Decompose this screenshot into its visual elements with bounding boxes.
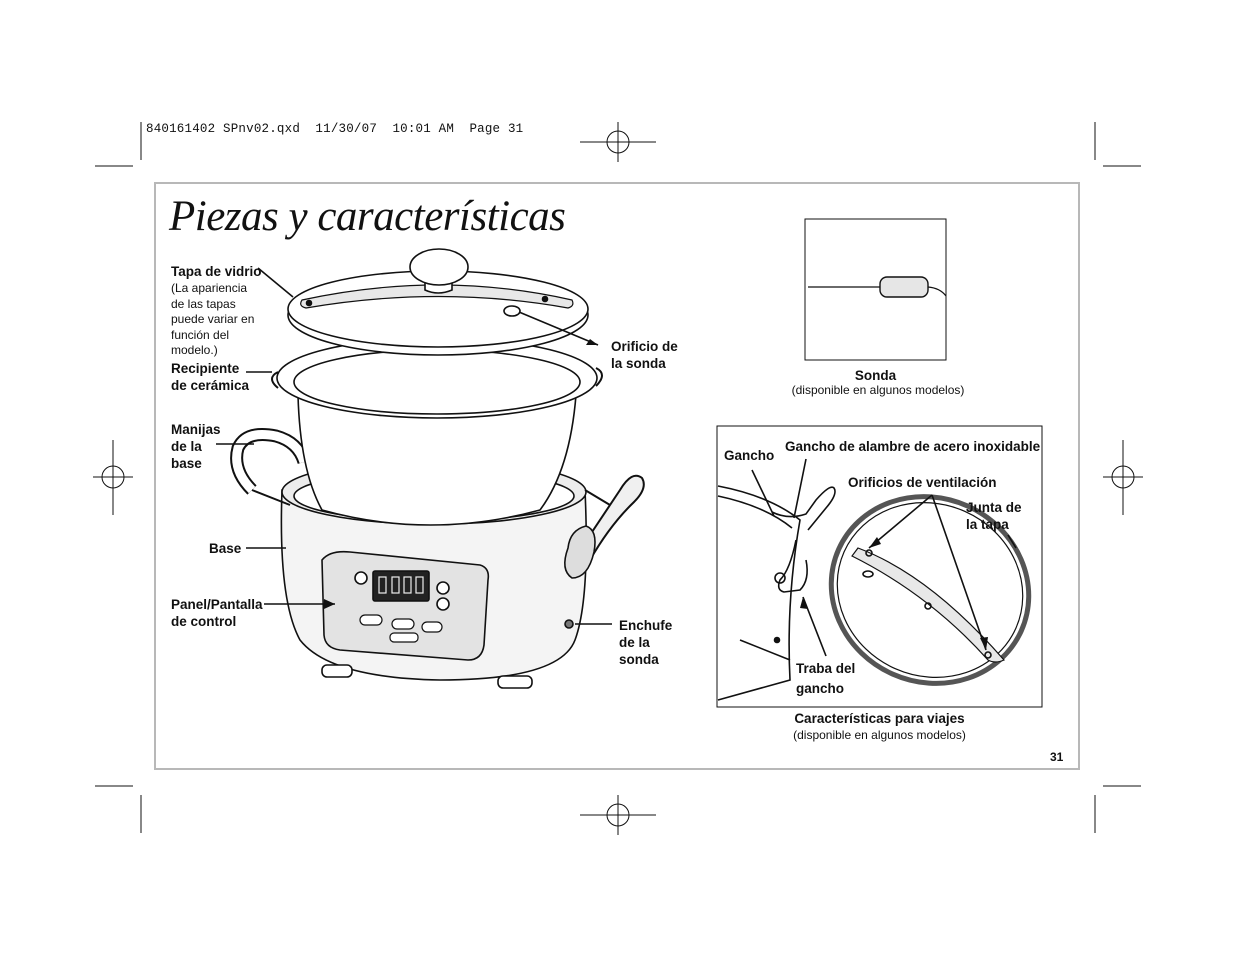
label-gasket: Junta de la tapa <box>966 500 1022 532</box>
page-title: Piezas y características <box>169 193 566 240</box>
label-wire-hook: Gancho de alambre de acero inoxidable <box>785 439 1041 454</box>
label-hook: Gancho <box>724 448 775 463</box>
page-number: 31 <box>1050 750 1064 764</box>
travel-subcaption: (disponible en algunos modelos) <box>793 728 966 742</box>
label-probe-hole: Orificio de la sonda <box>611 339 678 371</box>
probe-caption: Sonda <box>854 368 897 383</box>
label-vents: Orificios de ventilación <box>848 475 997 490</box>
label-hook-latch: Traba del gancho <box>796 661 856 696</box>
probe-subcaption: (disponible en algunos modelos) <box>791 383 965 397</box>
travel-caption: Características para viajes <box>794 711 965 726</box>
label-base: Base <box>209 541 242 556</box>
label-handles: Manijas de la base <box>171 422 221 471</box>
label-lid: Tapa de vidrio <box>171 264 262 279</box>
label-probe-jack: Enchufe de la sonda <box>619 618 673 667</box>
label-crock: Recipiente de cerámica <box>171 361 250 393</box>
label-control-panel: Panel/Pantalla de control <box>171 597 263 629</box>
label-lid-note: (La apariencia de las tapas puede variar en función del modelo.) <box>171 281 255 357</box>
printer-slug-line: 840161402 SPnv02.qxd 11/30/07 10:01 AM Page 31 <box>146 122 524 136</box>
